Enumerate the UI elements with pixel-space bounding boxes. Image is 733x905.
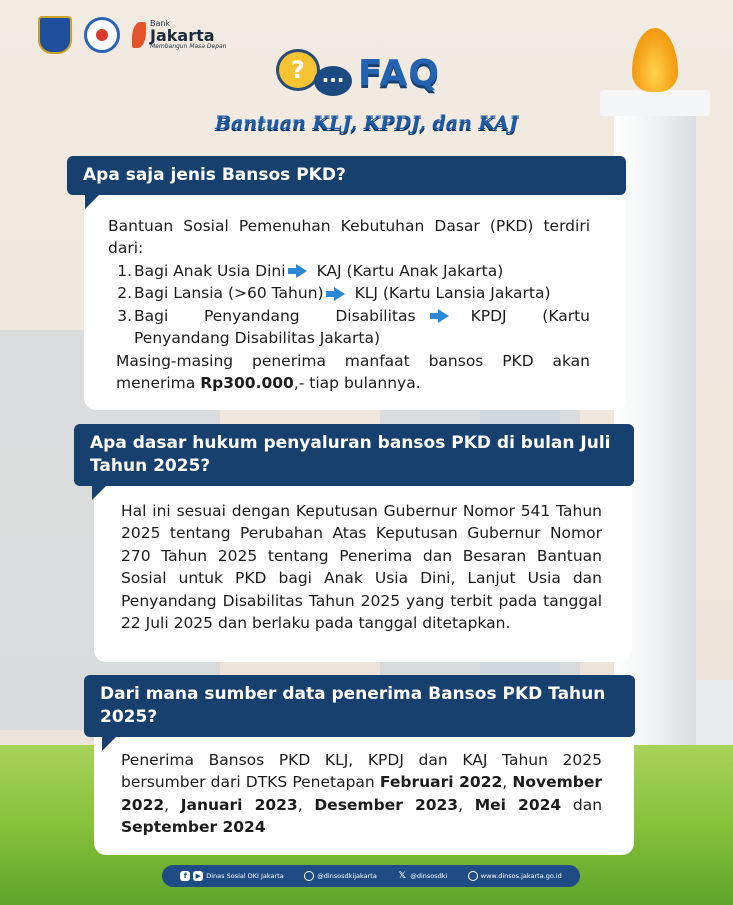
faq-question-1 — [67, 156, 626, 195]
list-item — [114, 260, 590, 282]
arrow-right-icon — [296, 264, 307, 278]
list-right: KPDJ (Kartu Penyandang Disabilitas Jakarta) — [134, 306, 590, 348]
website-url: www.dinsos.jakarta.go.id — [480, 872, 562, 880]
footer-x[interactable] — [397, 871, 447, 881]
date-highlight: September 2024 — [121, 818, 266, 837]
jakarta-emblem-logo — [38, 16, 72, 54]
faq-answer-3: Penerima Bansos PKD KLJ, KPDJ dan KAJ Tahun 2025 bersumber dari DTKS Penetapan Februari 2022, November 2022, Januari 2023, Desember 2023, Mei 2024 dan September 2024 — [121, 751, 603, 837]
amount: Rp300.000 — [200, 374, 294, 393]
youtube-icon[interactable]: ▶ — [193, 871, 203, 881]
x-handle: @dinsosdki — [410, 872, 448, 880]
list-item — [114, 282, 590, 304]
list-left: Bagi Anak Usia Dini — [134, 261, 286, 280]
list-left: Bagi Penyandang Disabilitas — [134, 306, 416, 325]
arrow-right-icon — [438, 309, 449, 323]
chat-dots-icon: ... — [314, 66, 352, 96]
question-text: Apa dasar hukum penyaluran bansos PKD di bulan Juli Tahun 2025? — [90, 433, 611, 476]
list-right: KAJ (Kartu Anak Jakarta) — [316, 261, 504, 280]
faq-title: FAQ — [358, 52, 440, 94]
question-bubble-icon: ? — [276, 49, 320, 91]
date-highlight: Februari 2022 — [379, 773, 503, 792]
list-right: KLJ (Kartu Lansia Jakarta) — [354, 284, 551, 303]
faq-answer-1 — [108, 215, 590, 395]
building-blur — [0, 330, 90, 730]
bank-jakarta-mark-icon — [132, 22, 146, 48]
footer-youtube-facebook[interactable] — [180, 871, 284, 881]
list-item — [114, 305, 590, 350]
partner-logos — [38, 16, 227, 54]
bank-tagline: Membangun Masa Depan — [150, 43, 227, 50]
faq-question-3 — [84, 675, 635, 737]
date-highlight: Januari 2023 — [180, 795, 298, 814]
globe-icon[interactable] — [468, 871, 478, 881]
instagram-icon[interactable] — [304, 871, 314, 881]
bank-small-label: Bank — [150, 19, 171, 28]
list-left: Bagi Lansia (>60 Tahun) — [134, 284, 324, 303]
bank-name: Jakarta — [150, 26, 215, 45]
answer-outro: Masing-masing penerima manfaat bansos PKD akan menerima Rp300.000,- tiap bulannya. — [116, 351, 590, 393]
list-number: 1. — [117, 261, 132, 280]
footer-web[interactable] — [468, 871, 562, 881]
facebook-icon[interactable]: f — [180, 871, 190, 881]
bank-jakarta-logo — [132, 20, 227, 50]
dinsos-logo — [84, 17, 120, 53]
arrow-right-icon — [334, 287, 345, 301]
faq-answer-2: Hal ini sesuai dengan Keputusan Gubernur Nomor 541 Tahun 2025 tentang Perubahan Atas Keputusan Gubernur Nomor 270 Tahun 2025 tentang Penerima dan Besaran Bantuan Sosial untuk PKD bagi Anak Usia Dini, Lanjut Usia dan Penyandang Disabilitas Tahun 2025 yang terbit pada tanggal 22 Juli 2025 dan berlaku pada tanggal ditetapkan. — [121, 502, 602, 633]
instagram-handle: @dinsosdkijakarta — [317, 872, 377, 880]
list-number: 3. — [117, 306, 132, 325]
date-highlight: Mei 2024 — [474, 795, 562, 814]
page-subtitle: Bantuan KLJ, KPDJ, dan KAJ — [214, 112, 519, 134]
faq-question-2 — [74, 424, 634, 486]
question-text: Dari mana sumber data penerima Bansos PKD Tahun 2025? — [100, 684, 606, 727]
date-highlight: November 2022 — [121, 773, 602, 814]
x-icon[interactable]: 𝕏 — [398, 871, 406, 881]
faq-heading — [276, 44, 440, 96]
social-footer — [162, 865, 580, 887]
list-number: 2. — [117, 284, 132, 303]
question-text: Apa saja jenis Bansos PKD? — [83, 165, 346, 185]
answer-intro: Bantuan Sosial Pemenuhan Kebutuhan Dasar (PKD) terdiri dari: — [108, 217, 590, 258]
date-highlight: Desember 2023 — [314, 795, 459, 814]
channel-name: Dinas Sosial DKI Jakarta — [206, 872, 284, 880]
footer-instagram[interactable] — [304, 871, 377, 881]
